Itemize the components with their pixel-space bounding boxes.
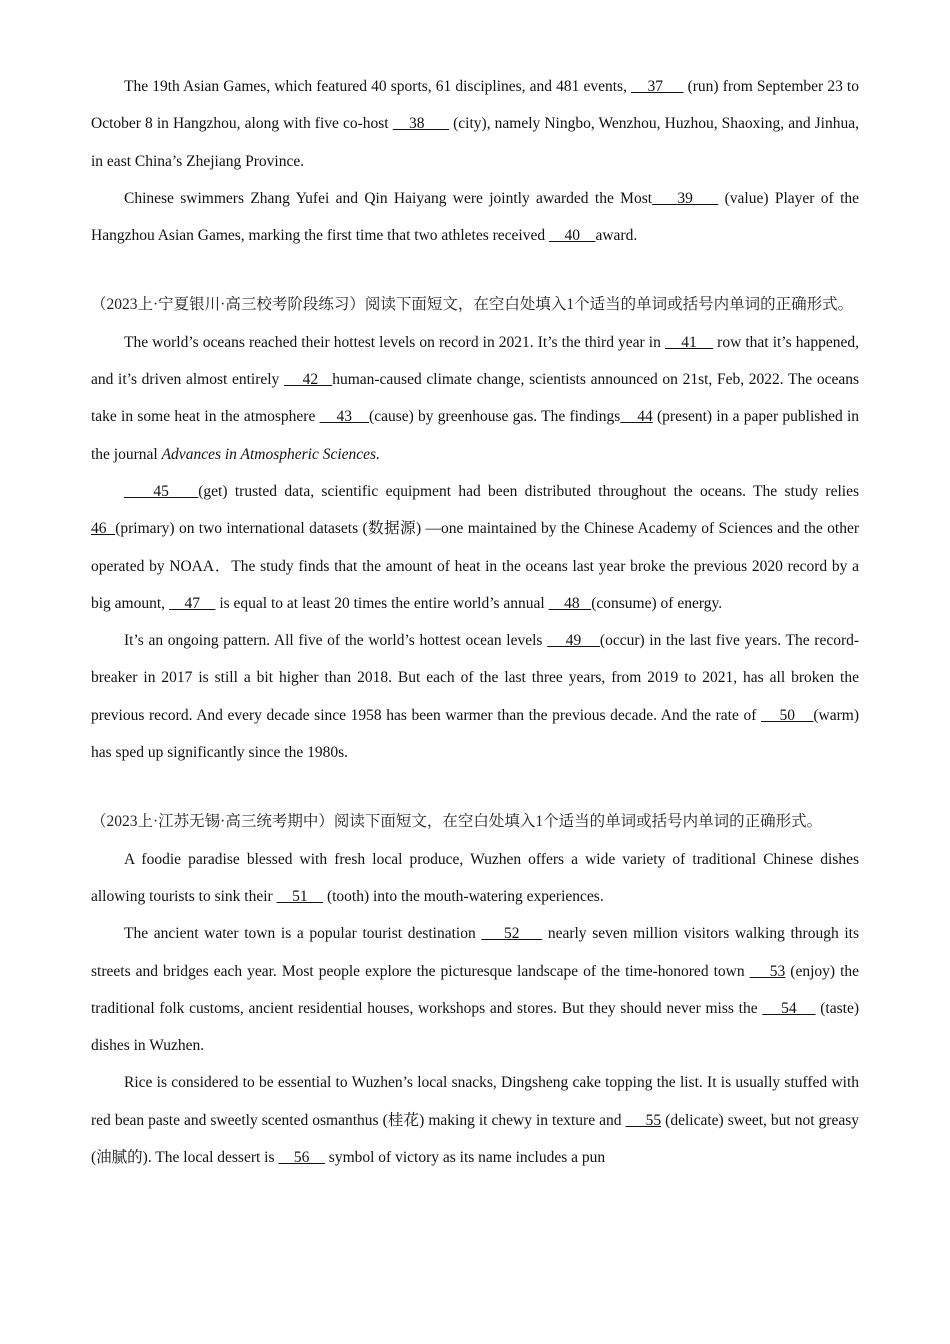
text: nearly seven million visitors walking through its streets and bridges each year. Most people explore the picturesque landscape of the time-honored town <box>91 925 860 980</box>
text: award. <box>595 227 638 245</box>
section-note: （2023上·宁夏银川·高三校考阶段练习）阅读下面短文，在空白处填入1个适当的单词或括号内单词的正确形式。 <box>91 296 854 314</box>
text: (present) in a paper published in the journal <box>91 408 859 463</box>
text: (occur) in the last five years. The record-breaker in 2017 is still a bit higher than 2018. But each of the last three years, from 2019 to 2021, has all broken the previous record. And every decade since 1958 has been warmer than the previous decade. And the rate of <box>91 632 860 724</box>
blank-55[interactable]: 55 <box>625 1111 662 1129</box>
text: symbol of victory as its name includes a pun <box>324 1149 606 1167</box>
document-page <box>91 68 859 1176</box>
blank-51[interactable]: 51 <box>276 887 324 905</box>
paragraph <box>91 324 859 473</box>
text: (tooth) into the mouth-watering experiences. <box>323 887 604 905</box>
text: is equal to at least 20 times the entire world’s annual <box>215 594 549 612</box>
paragraph <box>91 473 859 622</box>
blank-41[interactable]: 41 <box>664 333 714 351</box>
text: Chinese swimmers Zhang Yufei and Qin Haiyang were jointly awarded the Most <box>124 189 653 207</box>
text: (city), namely Ningbo, Wenzhou, Huzhou, Shaoxing, and Jinhua, in east China’s Zhejiang Province. <box>91 115 859 170</box>
text: (get) trusted data, scientific equipment had been distributed throughout the oceans. The study relies <box>198 482 859 500</box>
paragraph <box>91 180 859 255</box>
text: Rice is considered to be essential to Wuzhen’s local snacks, Dingsheng cake topping the list. It is usually stuffed with red bean paste and sweetly scented osmanthus (桂花) making it chewy in texture and <box>91 1074 859 1129</box>
blank-48[interactable]: 48 <box>548 594 592 612</box>
paragraph <box>91 622 859 771</box>
text: The world’s oceans reached their hottest levels on record in 2021. It’s the third year in <box>124 333 665 351</box>
text: row that it’s happened, and it’s driven almost entirely <box>91 333 859 389</box>
blank-46[interactable]: 46 <box>91 520 116 538</box>
blank-53[interactable]: 53 <box>749 962 786 980</box>
section-note: （2023上·江苏无锡·高三统考期中）阅读下面短文，在空白处填入1个适当的单词或括号内单词的正确形式。 <box>91 813 823 831</box>
text: (consume) of energy. <box>591 594 723 612</box>
paragraph <box>91 1064 859 1176</box>
text: (warm) has sped up significantly since the 1980s. <box>91 706 859 762</box>
blank-43[interactable]: 43 <box>319 408 370 426</box>
blank-45[interactable]: 45 <box>124 482 199 500</box>
blank-38[interactable]: 38 <box>392 115 450 133</box>
text: human-caused climate change, scientists announced on 21st, Feb, 2022. The oceans take in some heat in the atmosphere <box>91 371 859 426</box>
text: (value) Player of the Hangzhou Asian Games, marking the first time that two athletes received <box>91 189 860 245</box>
blank-42[interactable]: 42 <box>283 371 333 389</box>
blank-40[interactable]: 40 <box>548 227 596 245</box>
text: (delicate) sweet, but not greasy (油腻的). The local dessert is <box>91 1111 860 1167</box>
text: (enjoy) the traditional folk customs, ancient residential houses, workshops and stores. But they should never miss the <box>91 962 860 1017</box>
journal-title: Advances in Atmospheric Sciences. <box>161 445 380 463</box>
blank-50[interactable]: 50 <box>761 706 814 724</box>
blank-47[interactable]: 47 <box>168 594 216 612</box>
paragraph <box>91 915 859 1064</box>
blank-49[interactable]: 49 <box>547 632 600 650</box>
blank-54[interactable]: 54 <box>762 999 816 1017</box>
paragraph <box>91 841 859 916</box>
blank-39[interactable]: 39 <box>652 189 719 207</box>
blank-37[interactable]: 37 <box>631 78 684 95</box>
text: It’s an ongoing pattern. All five of the world’s hottest ocean levels <box>124 632 548 650</box>
blank-52[interactable]: 52 <box>481 925 543 943</box>
text: (run) from September 23 to October 8 in Hangzhou, along with five co-host <box>91 78 859 133</box>
blank-44[interactable]: 44 <box>620 408 653 426</box>
text: A foodie paradise blessed with fresh local produce, Wuzhen offers a wide variety of traditional Chinese dishes allowing tourists to sink their <box>91 850 859 905</box>
text: (taste) dishes in Wuzhen. <box>91 999 859 1055</box>
text: (cause) by greenhouse gas. The findings <box>369 408 621 426</box>
blank-56[interactable]: 56 <box>278 1149 325 1167</box>
paragraph <box>91 68 859 180</box>
text: The 19th Asian Games, which featured 40 sports, 61 disciplines, and 481 events, <box>124 78 632 95</box>
text: (primary) on two international datasets (数据源) —one maintained by the Chinese Academy of Sciences and the other operated by NOAA．The study finds that the amount of heat in the oceans last year broke the previous 2020 record by a big amount, <box>91 520 859 612</box>
text: The ancient water town is a popular tourist destination <box>124 925 482 943</box>
